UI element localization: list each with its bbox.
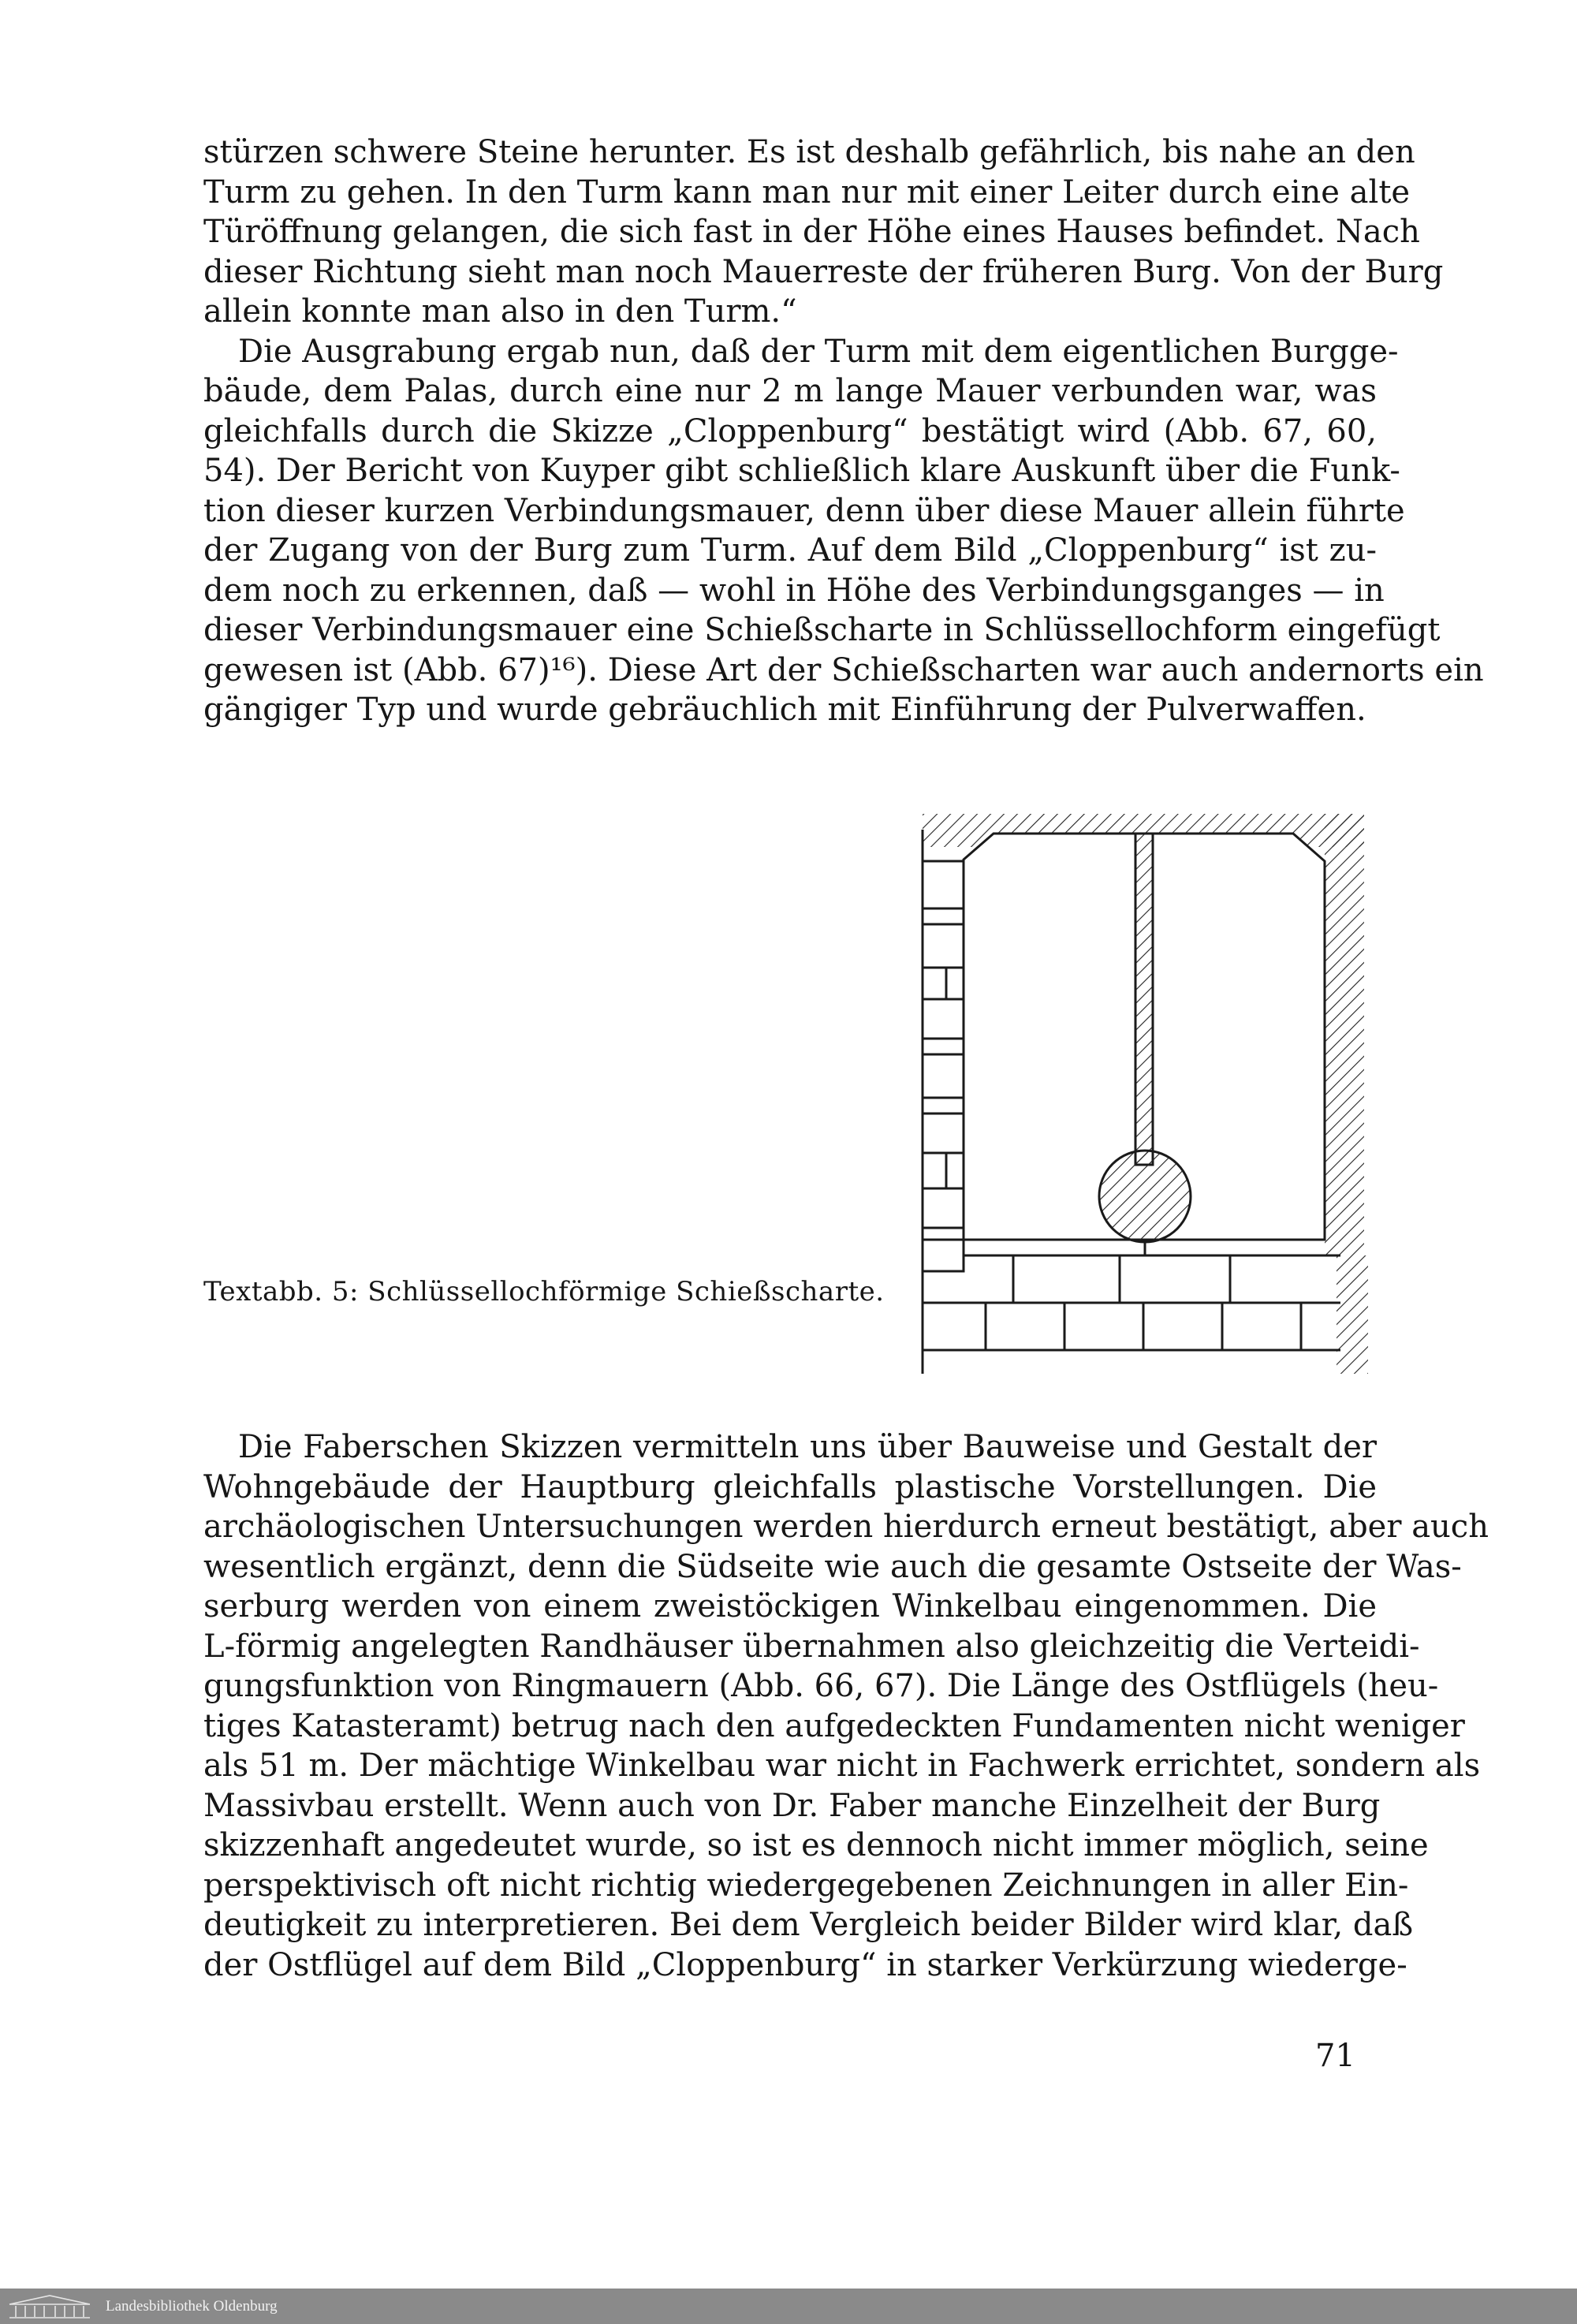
page-number: 71: [1315, 2038, 1355, 2074]
text-line: L-förmig angelegten Randhäuser übernahmen also gleichzeitig die Verteidi-: [203, 1628, 1420, 1665]
text-line: perspektivisch oft nicht richtig wiedergegebenen Zeichnungen in aller Ein-: [203, 1867, 1409, 1904]
library-name: Landesbibliothek Oldenburg: [106, 2298, 278, 2315]
text-line: dieser Richtung sieht man noch Mauerreste der früheren Burg. Von der Burg: [203, 253, 1444, 290]
text-line: 54). Der Bericht von Kuyper gibt schließlich klare Auskunft über die Funk-: [203, 453, 1400, 489]
text-line: Die Faberschen Skizzen vermitteln uns über Bauweise und Gestalt der: [238, 1429, 1377, 1465]
text-line: gungsfunktion von Ringmauern (Abb. 66, 67). Die Länge des Ostflügels (heu-: [203, 1668, 1439, 1704]
text-line: als 51 m. Der mächtige Winkelbau war nicht in Fachwerk errichtet, sondern als: [203, 1748, 1481, 1784]
text-line: der Zugang von der Burg zum Turm. Auf dem Bild „Cloppenburg“ ist zu-: [203, 532, 1377, 569]
text-line: gängiger Typ und wurde gebräuchlich mit Einführung der Pulverwaffen.: [203, 692, 1366, 728]
text-line: Massivbau erstellt. Wenn auch von Dr. Faber manche Einzelheit der Burg: [203, 1787, 1381, 1824]
library-building-icon: [6, 2293, 93, 2320]
text-line: serburg werden von einem zweistöckigen Winkelbau eingenommen. Die: [203, 1588, 1377, 1625]
text-line: tion dieser kurzen Verbindungsmauer, denn über diese Mauer allein führte: [203, 492, 1405, 529]
text-line: gleichfalls durch die Skizze „Cloppenburg“ bestätigt wird (Abb. 67, 60,: [203, 412, 1377, 450]
text-line: dieser Verbindungsmauer eine Schießscharte in Schlüssellochform eingefügt: [203, 612, 1441, 648]
figure-caption: Textabb. 5: Schlüssellochförmige Schießscharte.: [203, 1276, 885, 1307]
keyhole-loophole-figure: [899, 798, 1372, 1382]
footer-bar: [0, 2289, 1577, 2324]
lower-text-block: [203, 1427, 1489, 1985]
text-line: skizzenhaft angedeutet wurde, so ist es dennoch nicht immer möglich, seine: [203, 1827, 1429, 1863]
text-line: Wohngebäude der Hauptburg gleichfalls plastische Vorstellungen. Die: [203, 1468, 1377, 1505]
text-line: gewesen ist (Abb. 67)¹⁶). Diese Art der Schießscharten war auch andernorts ein: [203, 651, 1484, 688]
text-line: deutigkeit zu interpretieren. Bei dem Vergleich beider Bilder wird klar, daß: [203, 1907, 1414, 1943]
text-line: stürzen schwere Steine herunter. Es ist deshalb gefährlich, bis nahe an den: [203, 134, 1415, 170]
text-line: der Ostflügel auf dem Bild „Cloppenburg“ in starker Verkürzung wiederge-: [203, 1946, 1407, 1983]
text-line: dem noch zu erkennen, daß — wohl in Höhe des Verbindungsganges — in: [203, 572, 1385, 609]
text-line: tiges Katasteramt) betrug nach den aufgedeckten Fundamenten nicht weniger: [203, 1707, 1465, 1744]
text-line: Turm zu gehen. In den Turm kann man nur mit einer Leiter durch eine alte: [203, 173, 1411, 211]
text-line: bäude, dem Palas, durch eine nur 2 m lange Mauer verbunden war, was: [203, 373, 1377, 409]
upper-text-block: [203, 132, 1484, 730]
text-line: Türöffnung gelangen, die sich fast in der Höhe eines Hauses befindet. Nach: [203, 214, 1420, 250]
text-line: wesentlich ergänzt, denn die Südseite wie auch die gesamte Ostseite der Was-: [203, 1548, 1462, 1585]
text-line: allein konnte man also in den Turm.“: [203, 293, 797, 330]
text-line: archäologischen Untersuchungen werden hierdurch erneut bestätigt, aber auch: [203, 1509, 1489, 1545]
text-line: Die Ausgrabung ergab nun, daß der Turm mit dem eigentlichen Burgge-: [238, 333, 1399, 370]
